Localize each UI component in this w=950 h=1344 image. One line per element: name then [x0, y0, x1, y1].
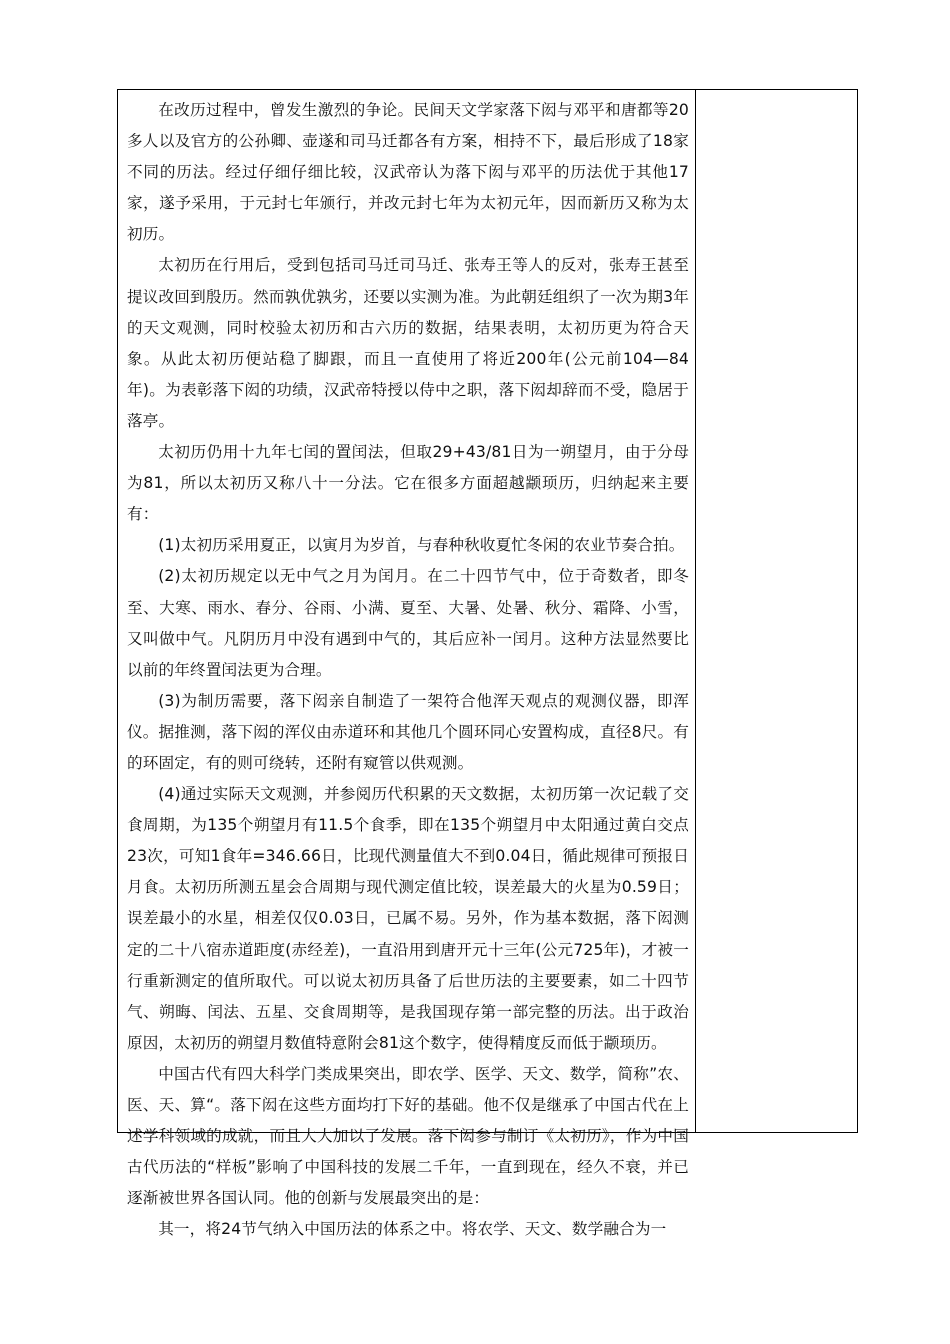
paragraph: 其一，将24节气纳入中国历法的体系之中。将农学、天文、数学融合为一 — [158, 1220, 667, 1239]
paragraph: 太初历在行用后，受到包括司马迁司马迁、张寿王等人的反对，张寿王甚至提议改回到殷历。然而孰优孰劣，还要以实测为准。为此朝廷组织了一次为期3年的天文观测，同时校验太初历和古六历的数据，结果表明，太初历更为符合天象。从此太初历便站稳了脚跟，而且一直使用了将近200年(公元前104—84年)。为表彰落下闳的功绩，汉武帝特授以侍中之职，落下闳却辞而不受，隐居于落亭。 — [127, 256, 689, 430]
paragraph: 中国古代有四大科学门类成果突出，即农学、医学、天文、数学，简称”农、医、天、算“。落下闳在这些方面均打下好的基础。他不仅是继承了中国古代在上述学科领域的成就，而且大大加以了发展。落下闳参与制订《太初历》，作为中国古代历法的“样板”影响了中国科技的发展二千年，一直到现在，经久不衰，并已逐渐被世界各国认同。他的创新与发展最突出的是： — [127, 1064, 689, 1208]
document-table — [117, 89, 858, 1239]
paragraph: (2)太初历规定以无中气之月为闰月。在二十四节气中，位于奇数者，即冬至、大寒、雨水、春分、谷雨、小满、夏至、大暑、处暑、秋分、霜降、小雪，又叫做中气。凡阴历月中没有遇到中气的，其后应补一闰月。这种方法显然要比以前的年终置闰法更为合理。 — [127, 567, 689, 679]
paragraph: 在改历过程中，曾发生激烈的争论。民间天文学家落下闳与邓平和唐都等20多人以及官方的公孙卿、壶遂和司马迁都各有方案，相持不下，最后形成了18家不同的历法。经过仔细仔细比较，汉武帝认为落下闳与邓平的历法优于其他17家，遂予采用，于元封七年颁行，并改元封七年为太初元年，因而新历又称为太初历。 — [127, 101, 689, 244]
paragraph: (1)太初历采用夏正，以寅月为岁首，与春种秋收夏忙冬闲的农业节奏合拍。 — [158, 536, 685, 555]
paragraph: (3)为制历需要，落下闳亲自制造了一架符合他浑天观点的观测仪器，即浑仪。据推测，落下闳的浑仪由赤道环和其他几个圆环同心安置构成，直径8尺。有的环固定，有的则可绕转，还附有窥管以供观测。 — [127, 691, 689, 772]
paragraph: 太初历仍用十九年七闰的置闰法，但取29+43/81日为一朔望月，由于分母为81，所以太初历又称八十一分法。它在很多方面超越颛顼历，归纳起来主要有： — [127, 443, 689, 524]
content-cell — [118, 90, 695, 1239]
notes-cell — [696, 90, 857, 1132]
paragraph: (4)通过实际天文观测，并参阅历代积累的天文数据，太初历第一次记载了交食周期，为135个朔望月有11.5个食季，即在135个朔望月中太阳通过黄白交点23次，可知1食年=346.66日，比现代测量值大不到0.04日，循此规律可预报日月食。太初历所测五星会合周期与现代测定值比较，误差最大的火星为0.59日；误差最小的水星，相差仅仅0.03日，已属不易。另外，作为基本数据，落下闳测定的二十八宿赤道距度(赤经差)，一直沿用到唐开元十三年(公元725年)，才被一行重新测定的值所取代。可以说太初历具备了后世历法的主要要素，如二十四节气、朔晦、闰法、五星、交食周期等，是我国现存第一部完整的历法。出于政治原因，太初历的朔望月数值特意附会81这个数字，使得精度反而低于颛顼历。 — [127, 785, 689, 1052]
